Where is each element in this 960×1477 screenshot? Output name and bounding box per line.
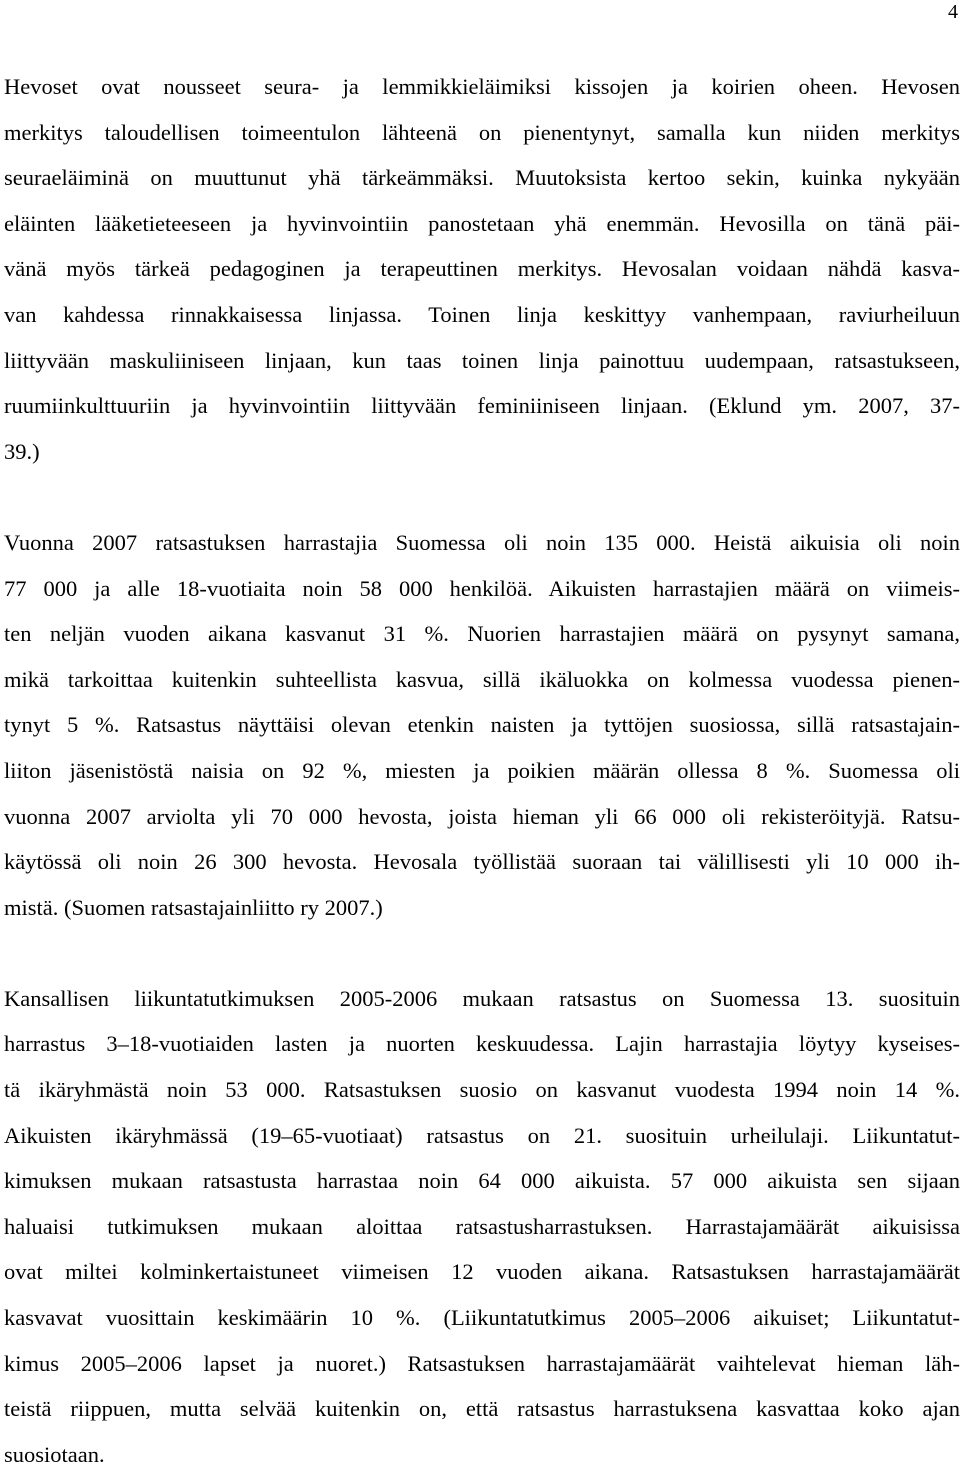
text-line: liiton jäsenistöstä naisia on 92 %, miesten ja poikien määrän ollessa 8 %. Suomessa oli bbox=[4, 757, 960, 783]
text-line: kimus 2005–2006 lapset ja nuoret.) Ratsastuksen harrastajamäärät vaihtelevat hieman läh- bbox=[4, 1350, 960, 1376]
text-line: 39.) bbox=[4, 438, 40, 464]
text-line: haluaisi tutkimuksen mukaan aloittaa ratsastusharrastuksen. Harrastajamäärät aikuisissa bbox=[4, 1213, 960, 1239]
text-line: vuonna 2007 arviolta yli 70 000 hevosta, joista hieman yli 66 000 oli rekisteröityjä. Ratsu- bbox=[4, 803, 960, 829]
paragraph-gap bbox=[4, 930, 960, 976]
text-line: teistä riippuen, mutta selvää kuitenkin on, että ratsastus harrastuksena kasvattaa koko ajan bbox=[4, 1396, 960, 1422]
text-line: tynyt 5 %. Ratsastus näyttäisi olevan etenkin naisten ja tyttöjen suosiossa, sillä ratsastajain- bbox=[4, 712, 960, 738]
text-line: Kansallisen liikuntatutkimuksen 2005-2006 mukaan ratsastus on Suomessa 13. suosituin bbox=[4, 985, 960, 1011]
page-number: 4 bbox=[948, 1, 958, 23]
text-line: Aikuisten ikäryhmässä (19–65-vuotiaat) ratsastus on 21. suosituin urheilulaji. Liikuntatut- bbox=[4, 1122, 960, 1148]
text-line: vänä myös tärkeä pedagoginen ja terapeuttinen merkitys. Hevosalan voidaan nähdä kasva- bbox=[4, 256, 960, 282]
text-line: kimuksen mukaan ratsastusta harrastaa noin 64 000 aikuista. 57 000 aikuista sen sijaan bbox=[4, 1168, 960, 1194]
text-line: harrastus 3–18-vuotiaiden lasten ja nuorten keskuudessa. Lajin harrastajia löytyy kyseises- bbox=[4, 1031, 960, 1057]
text-line: mistä. (Suomen ratsastajainliitto ry 2007.) bbox=[4, 894, 383, 920]
text-line: eläinten lääketieteeseen ja hyvinvointiin panostetaan yhä enemmän. Hevosilla on tänä päi- bbox=[4, 210, 960, 236]
text-line: suosiotaan. bbox=[4, 1441, 105, 1467]
paragraph-2 bbox=[4, 520, 960, 930]
paragraph-gap bbox=[4, 474, 960, 520]
text-line: Hevoset ovat nousseet seura- ja lemmikkieläimiksi kissojen ja koirien oheen. Hevosen bbox=[4, 74, 960, 99]
text-line: tä ikäryhmästä noin 53 000. Ratsastuksen suosio on kasvanut vuodesta 1994 noin 14 %. bbox=[4, 1077, 960, 1103]
text-line: ovat miltei kolminkertaistuneet viimeisen 12 vuoden aikana. Ratsastuksen harrastajamäärät bbox=[4, 1259, 960, 1285]
text-line: kasvavat vuosittain keskimäärin 10 %. (Liikuntatutkimus 2005–2006 aikuiset; Liikuntatut- bbox=[4, 1305, 960, 1331]
text-line: liittyvään maskuliiniseen linjaan, kun taas toinen linja painottuu uudempaan, ratsastukseen, bbox=[4, 347, 960, 373]
text-line: Vuonna 2007 ratsastuksen harrastajia Suomessa oli noin 135 000. Heistä aikuisia oli noin bbox=[4, 529, 960, 555]
text-line: van kahdessa rinnakkaisessa linjassa. Toinen linja keskittyy vanhempaan, raviurheiluun bbox=[4, 301, 960, 327]
text-line: seuraeläiminä on muuttunut yhä tärkeämmäksi. Muutoksista kertoo sekin, kuinka nykyään bbox=[4, 165, 960, 191]
document-body bbox=[4, 64, 960, 1477]
text-line: merkitys taloudellisen toimeentulon lähteenä on pienentynyt, samalla kun niiden merkitys bbox=[4, 119, 960, 145]
text-line: ten neljän vuoden aikana kasvanut 31 %. Nuorien harrastajien määrä on pysynyt samana, bbox=[4, 621, 960, 647]
text-line: käytössä oli noin 26 300 hevosta. Hevosala työllistää suoraan tai välillisesti yli 10 000 ih- bbox=[4, 849, 960, 875]
text-line: mikä tarkoittaa kuitenkin suhteellista kasvua, sillä ikäluokka on kolmessa vuodessa pienen- bbox=[4, 666, 960, 692]
text-line: ruumiinkulttuuriin ja hyvinvointiin liittyvään feminiiniseen linjaan. (Eklund ym. 2007, 37- bbox=[4, 393, 960, 419]
paragraph-1 bbox=[4, 64, 960, 474]
text-line: 77 000 ja alle 18-vuotiaita noin 58 000 henkilöä. Aikuisten harrastajien määrä on viimeis- bbox=[4, 575, 960, 601]
paragraph-3 bbox=[4, 976, 960, 1477]
